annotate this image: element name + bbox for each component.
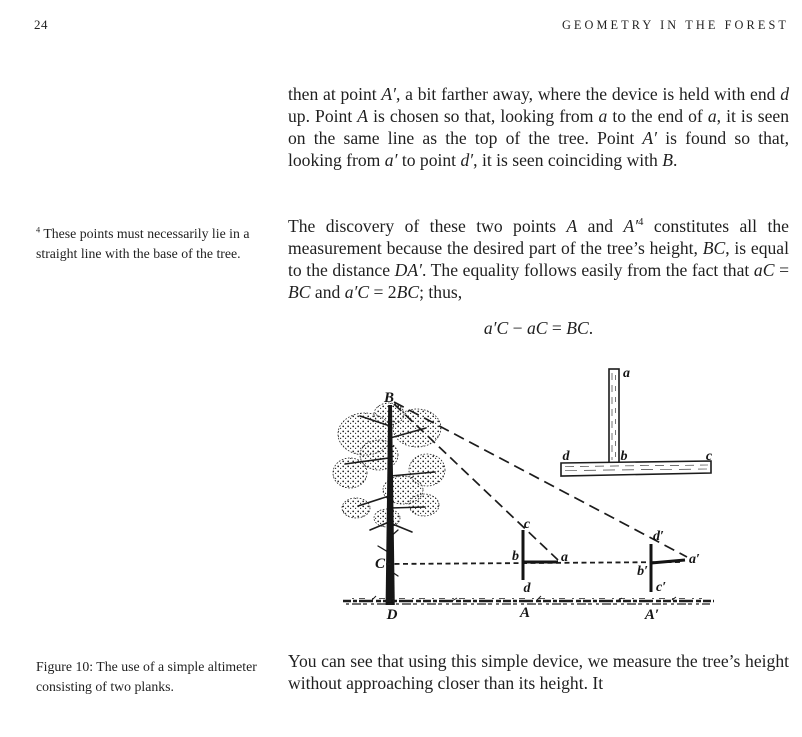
horizontal-plank: [561, 461, 711, 476]
tree: [333, 403, 445, 605]
vertical-plank: [609, 369, 619, 464]
label-dev1-c: c: [523, 517, 531, 532]
label-a-prime-ground: A′: [644, 607, 660, 623]
sidenote-4: $^4$ These points must necessarily lie in a straight line with the base of the tree.: [36, 225, 250, 261]
label-plank-c: c: [705, 449, 713, 464]
paragraph-3: You can see that using this simple device, we measure the tree’s height without approaching closer than its height. It: [288, 651, 789, 693]
label-d-ground: D: [386, 607, 398, 623]
label-dev2-c: c′: [656, 580, 667, 595]
page-number: 24: [34, 17, 48, 32]
figure-10-altimeter-illustration: [332, 360, 802, 638]
paragraph-2: The discovery of these two points A and $A'^4$ constitutes all the measurement because the desired part of the tree’s height, BC, is equal to the distance DA′. The equality follows easily from the fact that aC = BC and a′C = 2BC; thus,: [288, 216, 789, 302]
display-equation: a′C − aC = BC.: [483, 318, 594, 338]
label-a-ground: A: [519, 605, 531, 621]
figure-caption: Figure 10: The use of a simple altimeter consisting of two planks.: [36, 658, 257, 694]
label-dev1-b: b: [512, 549, 519, 564]
label-plank-b: b: [620, 449, 628, 464]
label-dev1-d: d: [523, 581, 531, 596]
label-plank-d: d: [562, 449, 570, 464]
label-b-treetop: B: [383, 390, 395, 406]
paragraph-1: then at point A′, a bit farther away, where the device is held with end d up. Point A is chosen so that, looking from a to the end of a, it is seen on the same line as the top of the tree. Point A′ is found so that, looking from a′ to point d′, it is seen coinciding with B.: [288, 84, 789, 170]
label-dev1-a: a: [561, 550, 568, 565]
label-plank-a: a: [623, 366, 630, 381]
label-dev2-b: b′: [637, 564, 648, 579]
label-dev2-d: d′: [653, 529, 664, 544]
running-header: GEOMETRY IN THE FOREST: [561, 18, 789, 32]
plank-device-detail: [561, 369, 711, 476]
label-dev2-a: a′: [689, 552, 700, 567]
ground-line: [343, 596, 714, 604]
label-c-trunk: C: [374, 556, 386, 572]
